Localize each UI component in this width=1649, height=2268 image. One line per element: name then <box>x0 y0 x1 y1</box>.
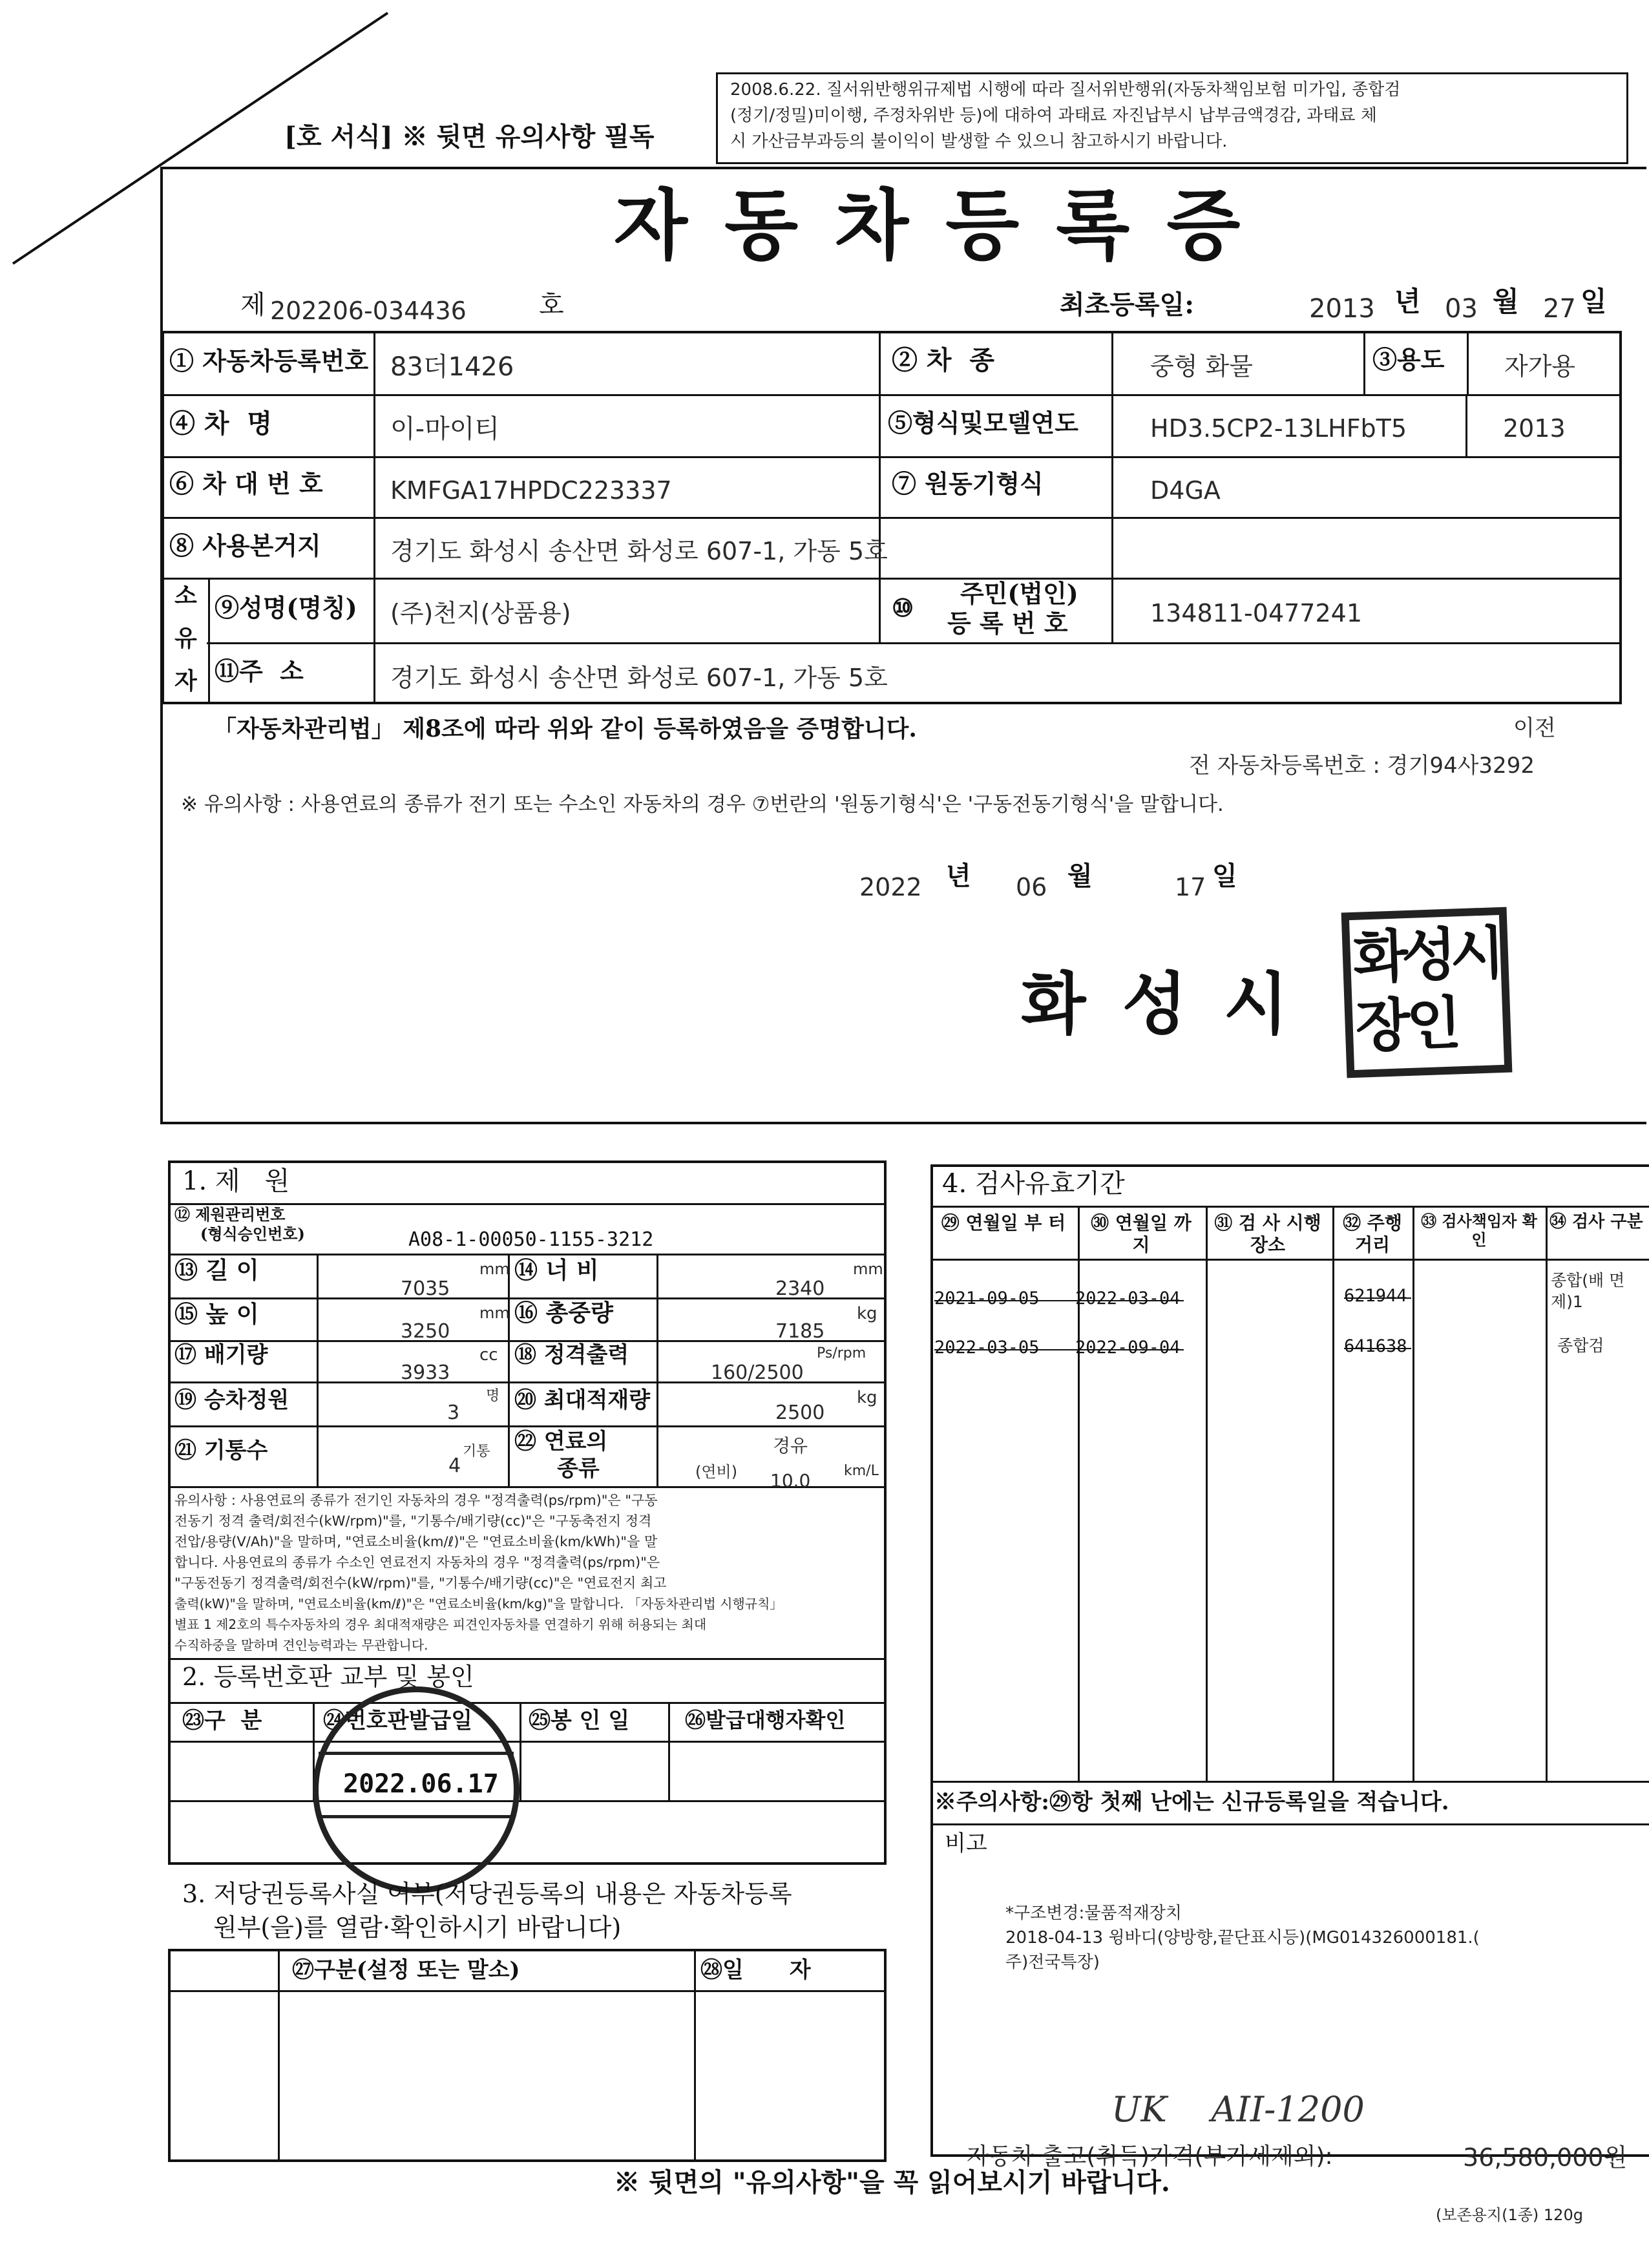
insp-header-1: ㉙ 연월일 부 터 <box>941 1212 1066 1234</box>
col-line <box>668 1702 670 1800</box>
insp-header-3: ㉛ 검 사 시행장소 <box>1214 1212 1321 1255</box>
row-line <box>168 1741 887 1743</box>
spec-note-7: 별표 1 제2호의 특수자동차의 경우 최대적재량은 피견인자동차를 연결하기 위해 허용되는 최대 <box>174 1617 707 1632</box>
row-line <box>162 517 1622 519</box>
owner-side-2: 유 <box>174 625 197 652</box>
fuel-label-2: 종류 <box>557 1456 600 1482</box>
col-line <box>1546 1206 1548 1781</box>
name-label: ④ 차 명 <box>169 408 273 439</box>
use-label: ③용도 <box>1372 345 1445 374</box>
remarks-line-3: 주)전국특장) <box>1005 1953 1100 1972</box>
first-reg-y: 년 <box>1394 286 1421 317</box>
spec-note-6: 출력(kW)"을 말하며, "연료소비율(km/ℓ)"은 "연료소비율(km/kg)"을 말합니다. 「자동차관리법 시행규칙」 <box>174 1596 783 1612</box>
engine-label: ⑦ 원동기형식 <box>892 469 1044 498</box>
col-line <box>656 1254 658 1486</box>
load-unit: kg <box>857 1388 877 1407</box>
first-reg-d: 일 <box>1581 286 1607 317</box>
col-line <box>1363 331 1365 394</box>
height: 3250 <box>401 1320 450 1343</box>
row-line <box>930 1206 1649 1208</box>
col-line <box>278 1949 280 2162</box>
row-line <box>207 642 1622 644</box>
document-title: 자 동 차 등 록 증 <box>614 180 1246 270</box>
seal-text-1: 화성시 <box>1352 919 1500 991</box>
spec-note-1: 유의사항 : 사용연료의 종류가 전기인 자동차의 경우 "정격출력(ps/rpm)"은 "구동 <box>174 1493 658 1508</box>
reg-no-label: ① 자동차등록번호 <box>169 346 369 375</box>
row-line <box>930 1259 1649 1261</box>
model-year: 2013 <box>1503 414 1566 443</box>
vehicle-name: 이-마이티 <box>390 414 499 444</box>
mgmt-label-2: (형식승인번호) <box>200 1224 305 1243</box>
engine-type: D4GA <box>1150 476 1221 505</box>
row-line <box>162 394 1622 396</box>
height-label: ⑮ 높 이 <box>174 1301 259 1328</box>
row-line <box>162 578 1622 580</box>
lien-col-1: ㉗구분(설정 또는 말소) <box>292 1957 520 1983</box>
insp-header-5: ㉝ 검사책임자 확인 <box>1421 1212 1537 1249</box>
insp-row1-kind: 종합(배 면제)1 <box>1551 1271 1625 1311</box>
vin-label: ⑥ 차 대 번 호 <box>169 469 323 498</box>
spec-note-3: 전압/용량(V/Ah)"을 말하며, "연료소비율(km/ℓ)"은 "연료소비율(km/kWh)"을 말 <box>174 1534 658 1549</box>
card-top-border <box>160 167 1646 169</box>
certify-text: 「자동차관리법」 제8조에 따라 위와 같이 등록하였음을 증명합니다. <box>213 715 917 742</box>
stamp-band-bottom <box>319 1815 514 1818</box>
stamp-date: 2022.06.17 <box>343 1769 499 1799</box>
price-label: 자동차 출고(취득)가격(부가세제외): <box>967 2143 1333 2170</box>
load-label: ⑳ 최대적재량 <box>514 1387 651 1413</box>
fuel-efficiency: 10.0 <box>770 1470 811 1491</box>
addr-label: ⑪주 소 <box>215 656 304 686</box>
row-line <box>168 1425 887 1427</box>
first-reg-label: 최초등록일: <box>1060 289 1194 320</box>
price-value: 36,580,000원 <box>1463 2143 1628 2172</box>
cylinders: 4 <box>448 1454 461 1477</box>
caution-text: ※ 유의사항 : 사용연료의 종류가 전기 또는 수소인 자동차의 경우 ⑦번란의 '원동기형식'은 '구동전동기형식'을 말합니다. <box>181 793 1224 816</box>
footer-notice: ※ 뒷면의 "유의사항"을 꼭 읽어보시기 바랍니다. <box>614 2167 1170 2198</box>
section-line <box>168 1658 887 1660</box>
gross-label: ⑯ 총중량 <box>514 1299 613 1327</box>
spec-note-8: 수직하중을 말하며 견인능력과는 무관합니다. <box>174 1637 428 1653</box>
row-line <box>168 1990 887 1992</box>
gross: 7185 <box>775 1320 825 1343</box>
cyl-unit: 기통 <box>463 1444 490 1460</box>
max-load: 2500 <box>775 1402 825 1424</box>
inspection-table <box>930 1164 1649 2157</box>
issuer: 화 성 시 <box>1021 964 1295 1044</box>
row-line <box>168 1800 887 1802</box>
length: 7035 <box>401 1277 450 1300</box>
insp-row2-from: 2022-03-05 <box>934 1338 1040 1358</box>
owner-name: (주)천지(상품용) <box>390 599 571 627</box>
plate-col-4: ㉖발급대행자확인 <box>685 1708 846 1732</box>
seats: 3 <box>447 1402 460 1424</box>
model-label: ⑤형식및모델연도 <box>888 408 1078 437</box>
power-unit: Ps/rpm <box>817 1345 867 1361</box>
first-reg-day: 27 <box>1543 294 1576 324</box>
transfer-label: 이전 <box>1513 715 1556 741</box>
owner-side-3: 자 <box>174 667 197 695</box>
footer-paper: (보존용지(1종) 120g <box>1436 2206 1583 2224</box>
first-reg-year: 2013 <box>1309 294 1375 324</box>
notice-line-1: 2008.6.22. 질서위반행위규제법 시행에 따라 질서위반행위(자동차책임보험 미가입, 종합검 <box>730 80 1401 100</box>
issue-day: 17 <box>1175 873 1206 901</box>
issue-m: 월 <box>1067 861 1093 891</box>
seats-unit: 명 <box>486 1388 500 1404</box>
seats-label: ⑲ 승차정원 <box>174 1387 289 1413</box>
fuel: 경유 <box>773 1435 808 1456</box>
owner-side-1: 소 <box>174 582 197 609</box>
width-unit: mm <box>853 1260 883 1278</box>
mgmt-no: A08-1-00050-1155-3212 <box>408 1228 654 1251</box>
strike-line <box>1344 1297 1411 1299</box>
card-bottom-border <box>160 1122 1646 1124</box>
remarks-line-1: *구조변경:물품적재장치 <box>1005 1904 1182 1923</box>
col-line <box>317 1254 319 1486</box>
insp-row1-to: 2022-03-04 <box>1075 1288 1181 1308</box>
doc-no-suffix: 호 <box>539 290 564 320</box>
col-line <box>208 578 210 704</box>
vehicle-type: 중형 화물 <box>1150 352 1253 381</box>
seal-text-2: 장인 <box>1354 989 1459 1060</box>
owner-address: 경기도 화성시 송산면 화성로 607-1, 가동 5호 <box>390 664 888 692</box>
notice-line-3: 시 가산금부과등의 불이익이 발생할 수 있으니 참고하시기 바랍니다. <box>730 132 1228 151</box>
mgmt-label-1: ⑫ 제원관리번호 <box>174 1205 286 1224</box>
disp-label: ⑰ 배기량 <box>174 1342 268 1368</box>
row-line <box>930 1781 1649 1783</box>
col-line <box>1465 394 1467 456</box>
spec-title: 1. 제 원 <box>182 1166 290 1196</box>
displacement: 3933 <box>401 1361 450 1384</box>
spec-note-2: 전동기 정격 출력/회전수(kW/rpm)"를, "기통수/배기량(cc)"은 "구동축전지 정격 <box>174 1513 652 1529</box>
col-line <box>1332 1206 1334 1781</box>
owner-label: ⑨성명(명칭) <box>215 593 357 622</box>
width-label: ⑭ 너 비 <box>514 1257 599 1284</box>
eff-label: (연비) <box>695 1463 738 1481</box>
remarks-line-2: 2018-04-13 윙바디(양방향,끝단표시등)(MG014326000181.( <box>1005 1928 1480 1948</box>
col-line <box>694 1949 696 2162</box>
prev-reg-no: 전 자동차등록번호 : 경기94사3292 <box>1189 753 1535 779</box>
strike-line <box>934 1300 1184 1301</box>
base-address: 경기도 화성시 송산면 화성로 607-1, 가동 5호 <box>390 537 888 565</box>
length-label: ⑬ 길 이 <box>174 1257 259 1284</box>
row-line <box>168 1702 887 1704</box>
col-line <box>879 578 881 642</box>
inspection-title: 4. 검사유효기간 <box>942 1169 1125 1199</box>
lien-title-1: 3. 저당권등록사실 여부(저당권등록의 내용은 자동차등록 <box>182 1880 792 1908</box>
power-label: ⑱ 정격출력 <box>514 1342 629 1368</box>
fuel-label-1: ㉒ 연료의 <box>514 1429 608 1454</box>
first-reg-month: 03 <box>1445 294 1478 324</box>
id-label-2: 등 록 번 호 <box>947 609 1068 638</box>
length-unit: mm <box>479 1260 510 1278</box>
row-line <box>162 456 1622 458</box>
owner-id: 134811-0477241 <box>1150 599 1363 627</box>
type-label: ② 차 종 <box>892 345 995 375</box>
lien-title-2: 원부(을)를 열람·확인하시기 바랍니다) <box>213 1913 622 1942</box>
remarks-handwriting: UK AII-1200 <box>1111 2089 1365 2130</box>
plate-col-1: ㉓구 분 <box>182 1708 262 1734</box>
col-line <box>520 1702 521 1800</box>
col-line <box>508 1254 510 1486</box>
first-reg-m: 월 <box>1493 286 1519 317</box>
vin: KMFGA17HPDC223337 <box>390 476 672 505</box>
power: 160/2500 <box>711 1361 804 1384</box>
form-label: [호 서식] ※ 뒷면 유의사항 필독 <box>284 121 655 152</box>
width: 2340 <box>775 1277 825 1300</box>
gross-unit: kg <box>857 1304 877 1323</box>
spec-note-5: "구동전동기 정격출력/회전수(kW/rpm)"를, "기통수/배기량(cc)"은 "연료전지 최고 <box>174 1575 667 1591</box>
insp-row2-to: 2022-09-04 <box>1075 1338 1181 1358</box>
cyl-label: ㉑ 기통수 <box>174 1438 268 1464</box>
insp-row1-km: 621944 <box>1344 1286 1407 1306</box>
issue-year: 2022 <box>859 873 922 901</box>
reg-no: 83더1426 <box>390 352 514 382</box>
id-label-1: 주민(법인) <box>960 579 1078 608</box>
row-line <box>930 1823 1649 1825</box>
issue-y: 년 <box>946 861 971 891</box>
insp-header-6: ㉞ 검사 구분 <box>1549 1212 1643 1232</box>
insp-row2-km: 641638 <box>1344 1336 1407 1356</box>
height-unit: mm <box>479 1304 510 1322</box>
notice-line-2: (정기/정밀)미이행, 주정차위반 등)에 대하여 과태료 자진납부시 납부금액경감, 과태료 체 <box>730 106 1377 125</box>
base-label: ⑧ 사용본거지 <box>169 531 321 560</box>
remarks-label: 비고 <box>945 1831 987 1856</box>
vehicle-use: 자가용 <box>1504 352 1576 381</box>
issue-month: 06 <box>1016 873 1047 901</box>
col-line <box>1467 331 1469 394</box>
plate-col-2: ㉔번호판발급일 <box>323 1708 473 1734</box>
insp-header-4: ㉜ 주행 거리 <box>1343 1212 1402 1255</box>
plate-title: 2. 등록번호판 교부 및 봉인 <box>182 1663 474 1691</box>
spec-note-4: 합니다. 사용연료의 종류가 수소인 연료전지 자동차의 경우 "정격출력(ps/rpm)"은 <box>174 1555 660 1570</box>
col-line <box>1413 1206 1414 1781</box>
strike-line <box>1344 1348 1411 1349</box>
lien-col-2: ㉘일 자 <box>700 1957 811 1983</box>
col-line <box>1111 578 1113 642</box>
col-line <box>1206 1206 1208 1781</box>
official-seal <box>1341 907 1513 1078</box>
insp-row2-kind: 종합검 <box>1557 1336 1604 1355</box>
col-line <box>373 331 375 704</box>
insp-header-2: ㉚ 연월일 까 지 <box>1091 1212 1192 1255</box>
model: HD3.5CP2-13LHFbT5 <box>1150 414 1407 443</box>
disp-unit: cc <box>479 1345 498 1365</box>
doc-no: 202206-034436 <box>270 297 467 325</box>
strike-line <box>934 1349 1184 1350</box>
date-stamp <box>313 1686 520 1893</box>
stamp-band-top <box>319 1752 514 1755</box>
issue-d: 일 <box>1212 861 1237 891</box>
eff-unit: km/L <box>844 1463 879 1479</box>
doc-no-prefix: 제 <box>240 290 266 320</box>
id-circle: ⑩ <box>892 593 914 622</box>
plate-col-3: ㉕봉 인 일 <box>529 1708 630 1734</box>
row-line <box>168 1254 887 1255</box>
col-line <box>1111 331 1113 578</box>
inspection-footnote: ※주의사항:㉙항 첫째 난에는 신규등록일을 적습니다. <box>934 1789 1449 1815</box>
insp-row1-from: 2021-09-05 <box>934 1288 1040 1308</box>
